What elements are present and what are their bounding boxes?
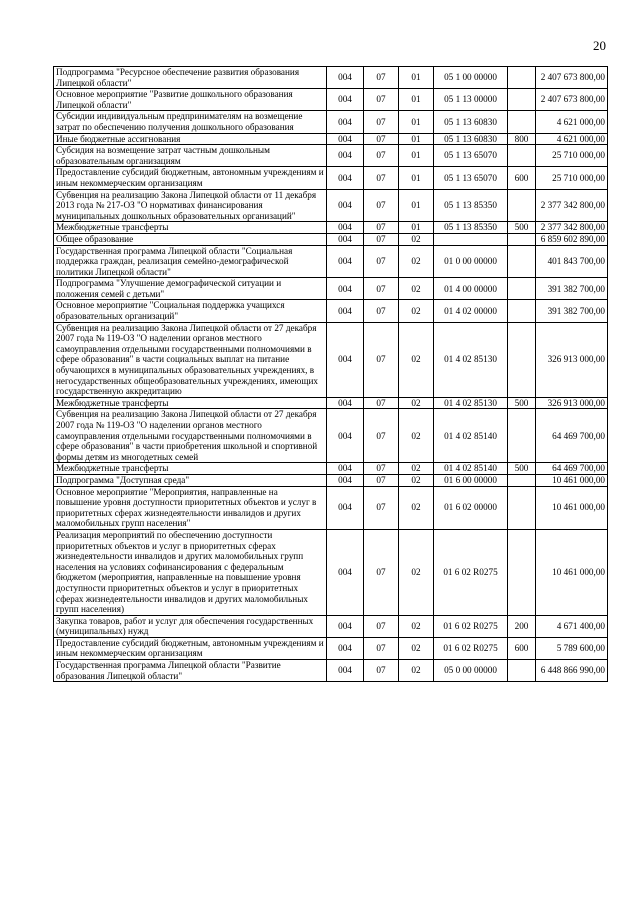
row-name: Субвенция на реализацию Закона Липецкой области от 27 декабря 2007 года № 119-ОЗ "О наделении органов местного самоуправления отдельными государственными полномочиями в сфере образования" в части приобретения школьной и спортивной формы детям из многодетных семей	[54, 409, 327, 463]
ministry-code: 004	[327, 463, 364, 475]
ministry-code: 004	[327, 222, 364, 234]
section-code: 07	[364, 189, 399, 222]
subsection-code: 02	[399, 463, 434, 475]
subsection-code: 01	[399, 133, 434, 145]
budget-table-body	[54, 67, 608, 682]
section-code: 07	[364, 322, 399, 397]
target-article-code: 05 1 00 00000	[434, 67, 508, 89]
target-article-code: 05 1 13 85350	[434, 222, 508, 234]
amount: 2 377 342 800,00	[536, 222, 608, 234]
ministry-code: 004	[327, 322, 364, 397]
ministry-code: 004	[327, 189, 364, 222]
section-code: 07	[364, 167, 399, 189]
section-code: 07	[364, 397, 399, 409]
table-row	[54, 245, 608, 278]
row-name: Подпрограмма "Доступная среда"	[54, 474, 327, 486]
expense-type-code	[508, 89, 536, 111]
amount: 5 789 600,00	[536, 637, 608, 659]
row-name: Государственная программа Липецкой области "Социальная поддержка граждан, реализация семейно-демографической политики Липецкой области"	[54, 245, 327, 278]
section-code: 07	[364, 300, 399, 322]
section-code: 07	[364, 145, 399, 167]
expense-type-code: 800	[508, 133, 536, 145]
ministry-code: 004	[327, 397, 364, 409]
amount: 4 621 000,00	[536, 133, 608, 145]
target-article-code: 01 4 02 85140	[434, 409, 508, 463]
table-row	[54, 167, 608, 189]
expense-type-code	[508, 189, 536, 222]
row-name: Основное мероприятие "Развитие дошкольного образования Липецкой области"	[54, 89, 327, 111]
section-code: 07	[364, 133, 399, 145]
table-row	[54, 145, 608, 167]
subsection-code: 02	[399, 660, 434, 682]
section-code: 07	[364, 463, 399, 475]
table-row	[54, 67, 608, 89]
table-row	[54, 222, 608, 234]
amount: 326 913 000,00	[536, 397, 608, 409]
subsection-code: 02	[399, 409, 434, 463]
amount: 10 461 000,00	[536, 529, 608, 615]
ministry-code: 004	[327, 409, 364, 463]
row-name: Реализация мероприятий по обеспечению доступности приоритетных объектов и услуг в приоритетных сферах жизнедеятельности инвалидов и других маломобильных групп населения на условиях софинансирования с федеральным бюджетом (мероприятия, направленные на повышение уровня доступности приоритетных объектов и услуг в приоритетных сферах жизнедеятельности инвалидов и других маломобильных групп населения)	[54, 529, 327, 615]
expense-type-code: 500	[508, 463, 536, 475]
expense-type-code	[508, 300, 536, 322]
target-article-code: 05 1 13 00000	[434, 89, 508, 111]
row-name: Субвенция на реализацию Закона Липецкой области от 11 декабря 2013 года № 217-ОЗ "О нормативах финансирования муниципальных дошкольных образовательных организаций"	[54, 189, 327, 222]
target-article-code: 01 0 00 00000	[434, 245, 508, 278]
target-article-code: 05 1 13 65070	[434, 145, 508, 167]
table-row	[54, 615, 608, 637]
section-code: 07	[364, 222, 399, 234]
table-row	[54, 474, 608, 486]
ministry-code: 004	[327, 145, 364, 167]
table-row	[54, 322, 608, 397]
amount: 6 859 602 890,00	[536, 233, 608, 245]
section-code: 07	[364, 615, 399, 637]
expense-type-code: 600	[508, 637, 536, 659]
subsection-code: 02	[399, 474, 434, 486]
target-article-code: 05 1 13 85350	[434, 189, 508, 222]
section-code: 07	[364, 67, 399, 89]
expense-type-code	[508, 529, 536, 615]
row-name: Основное мероприятие "Мероприятия, направленные на повышение уровня доступности приоритетных объектов и услуг в приоритетных сферах жизнедеятельности инвалидов и других маломобильных групп населения"	[54, 486, 327, 529]
target-article-code: 01 4 02 85130	[434, 397, 508, 409]
subsection-code: 01	[399, 222, 434, 234]
table-row	[54, 637, 608, 659]
expense-type-code: 500	[508, 222, 536, 234]
section-code: 07	[364, 660, 399, 682]
subsection-code: 02	[399, 300, 434, 322]
row-name: Межбюджетные трансферты	[54, 463, 327, 475]
row-name: Предоставление субсидий бюджетным, автономным учреждениям и иным некоммерческим организациям	[54, 637, 327, 659]
table-row	[54, 111, 608, 133]
target-article-code	[434, 233, 508, 245]
table-row	[54, 189, 608, 222]
ministry-code: 004	[327, 278, 364, 300]
table-row	[54, 278, 608, 300]
expense-type-code	[508, 233, 536, 245]
target-article-code: 05 1 13 60830	[434, 111, 508, 133]
table-row	[54, 486, 608, 529]
section-code: 07	[364, 89, 399, 111]
amount: 6 448 866 990,00	[536, 660, 608, 682]
expense-type-code	[508, 111, 536, 133]
subsection-code: 02	[399, 615, 434, 637]
target-article-code: 05 1 13 60830	[434, 133, 508, 145]
row-name: Подпрограмма "Ресурсное обеспечение развития образования Липецкой области"	[54, 67, 327, 89]
section-code: 07	[364, 409, 399, 463]
target-article-code: 01 4 00 00000	[434, 278, 508, 300]
table-row	[54, 233, 608, 245]
expense-type-code	[508, 660, 536, 682]
ministry-code: 004	[327, 111, 364, 133]
target-article-code: 01 6 02 00000	[434, 486, 508, 529]
section-code: 07	[364, 111, 399, 133]
target-article-code: 05 0 00 00000	[434, 660, 508, 682]
amount: 2 407 673 800,00	[536, 89, 608, 111]
subsection-code: 02	[399, 245, 434, 278]
ministry-code: 004	[327, 167, 364, 189]
amount: 10 461 000,00	[536, 486, 608, 529]
row-name: Межбюджетные трансферты	[54, 397, 327, 409]
subsection-code: 02	[399, 486, 434, 529]
expense-type-code	[508, 486, 536, 529]
target-article-code: 01 4 02 85140	[434, 463, 508, 475]
table-row	[54, 89, 608, 111]
amount: 64 469 700,00	[536, 463, 608, 475]
amount: 2 377 342 800,00	[536, 189, 608, 222]
row-name: Основное мероприятие "Социальная поддержка учащихся образовательных организаций"	[54, 300, 327, 322]
row-name: Подпрограмма "Улучшение демографической ситуации и положения семей с детьми"	[54, 278, 327, 300]
expense-type-code	[508, 474, 536, 486]
ministry-code: 004	[327, 300, 364, 322]
ministry-code: 004	[327, 67, 364, 89]
row-name: Общее образование	[54, 233, 327, 245]
expense-type-code	[508, 409, 536, 463]
section-code: 07	[364, 637, 399, 659]
target-article-code: 01 6 02 R0275	[434, 637, 508, 659]
ministry-code: 004	[327, 245, 364, 278]
section-code: 07	[364, 233, 399, 245]
ministry-code: 004	[327, 637, 364, 659]
expense-type-code	[508, 245, 536, 278]
target-article-code: 01 6 02 R0275	[434, 529, 508, 615]
ministry-code: 004	[327, 474, 364, 486]
amount: 326 913 000,00	[536, 322, 608, 397]
amount: 4 621 000,00	[536, 111, 608, 133]
table-row	[54, 409, 608, 463]
row-name: Закупка товаров, работ и услуг для обеспечения государственных (муниципальных) нужд	[54, 615, 327, 637]
subsection-code: 01	[399, 89, 434, 111]
ministry-code: 004	[327, 486, 364, 529]
row-name: Субвенция на реализацию Закона Липецкой области от 27 декабря 2007 года № 119-ОЗ "О наделении органов местного самоуправления отдельными государственными полномочиями в сфере образования" в части социальных выплат на питание обучающихся в муниципальных образовательных учреждениях, в негосударственных общеобразовательных учреждениях, имеющих государственную аккредитацию	[54, 322, 327, 397]
subsection-code: 01	[399, 145, 434, 167]
target-article-code: 01 6 02 R0275	[434, 615, 508, 637]
row-name: Межбюджетные трансферты	[54, 222, 327, 234]
subsection-code: 02	[399, 637, 434, 659]
ministry-code: 004	[327, 233, 364, 245]
amount: 4 671 400,00	[536, 615, 608, 637]
amount: 391 382 700,00	[536, 300, 608, 322]
subsection-code: 02	[399, 233, 434, 245]
section-code: 07	[364, 245, 399, 278]
target-article-code: 01 6 00 00000	[434, 474, 508, 486]
subsection-code: 01	[399, 111, 434, 133]
row-name: Субсидии индивидуальным предпринимателям на возмещение затрат по обеспечению получения дошкольного образования	[54, 111, 327, 133]
expense-type-code: 500	[508, 397, 536, 409]
amount: 391 382 700,00	[536, 278, 608, 300]
target-article-code: 01 4 02 00000	[434, 300, 508, 322]
table-row	[54, 463, 608, 475]
row-name: Иные бюджетные ассигнования	[54, 133, 327, 145]
amount: 401 843 700,00	[536, 245, 608, 278]
expense-type-code: 600	[508, 167, 536, 189]
row-name: Государственная программа Липецкой области "Развитие образования Липецкой области"	[54, 660, 327, 682]
row-name: Предоставление субсидий бюджетным, автономным учреждениям и иным некоммерческим организациям	[54, 167, 327, 189]
subsection-code: 02	[399, 397, 434, 409]
amount: 10 461 000,00	[536, 474, 608, 486]
table-row	[54, 300, 608, 322]
amount: 2 407 673 800,00	[536, 67, 608, 89]
ministry-code: 004	[327, 529, 364, 615]
row-name: Субсидия на возмещение затрат частным дошкольным образовательным организациям	[54, 145, 327, 167]
page-number: 20	[593, 38, 606, 53]
subsection-code: 02	[399, 278, 434, 300]
target-article-code: 01 4 02 85130	[434, 322, 508, 397]
table-row	[54, 660, 608, 682]
budget-table	[53, 66, 608, 682]
section-code: 07	[364, 486, 399, 529]
ministry-code: 004	[327, 133, 364, 145]
table-row	[54, 397, 608, 409]
subsection-code: 02	[399, 529, 434, 615]
expense-type-code	[508, 322, 536, 397]
section-code: 07	[364, 529, 399, 615]
expense-type-code	[508, 145, 536, 167]
amount: 64 469 700,00	[536, 409, 608, 463]
amount: 25 710 000,00	[536, 167, 608, 189]
ministry-code: 004	[327, 615, 364, 637]
subsection-code: 01	[399, 167, 434, 189]
subsection-code: 01	[399, 189, 434, 222]
ministry-code: 004	[327, 89, 364, 111]
subsection-code: 02	[399, 322, 434, 397]
expense-type-code: 200	[508, 615, 536, 637]
amount: 25 710 000,00	[536, 145, 608, 167]
section-code: 07	[364, 278, 399, 300]
expense-type-code	[508, 67, 536, 89]
section-code: 07	[364, 474, 399, 486]
table-row	[54, 529, 608, 615]
subsection-code: 01	[399, 67, 434, 89]
table-row	[54, 133, 608, 145]
ministry-code: 004	[327, 660, 364, 682]
target-article-code: 05 1 13 65070	[434, 167, 508, 189]
expense-type-code	[508, 278, 536, 300]
